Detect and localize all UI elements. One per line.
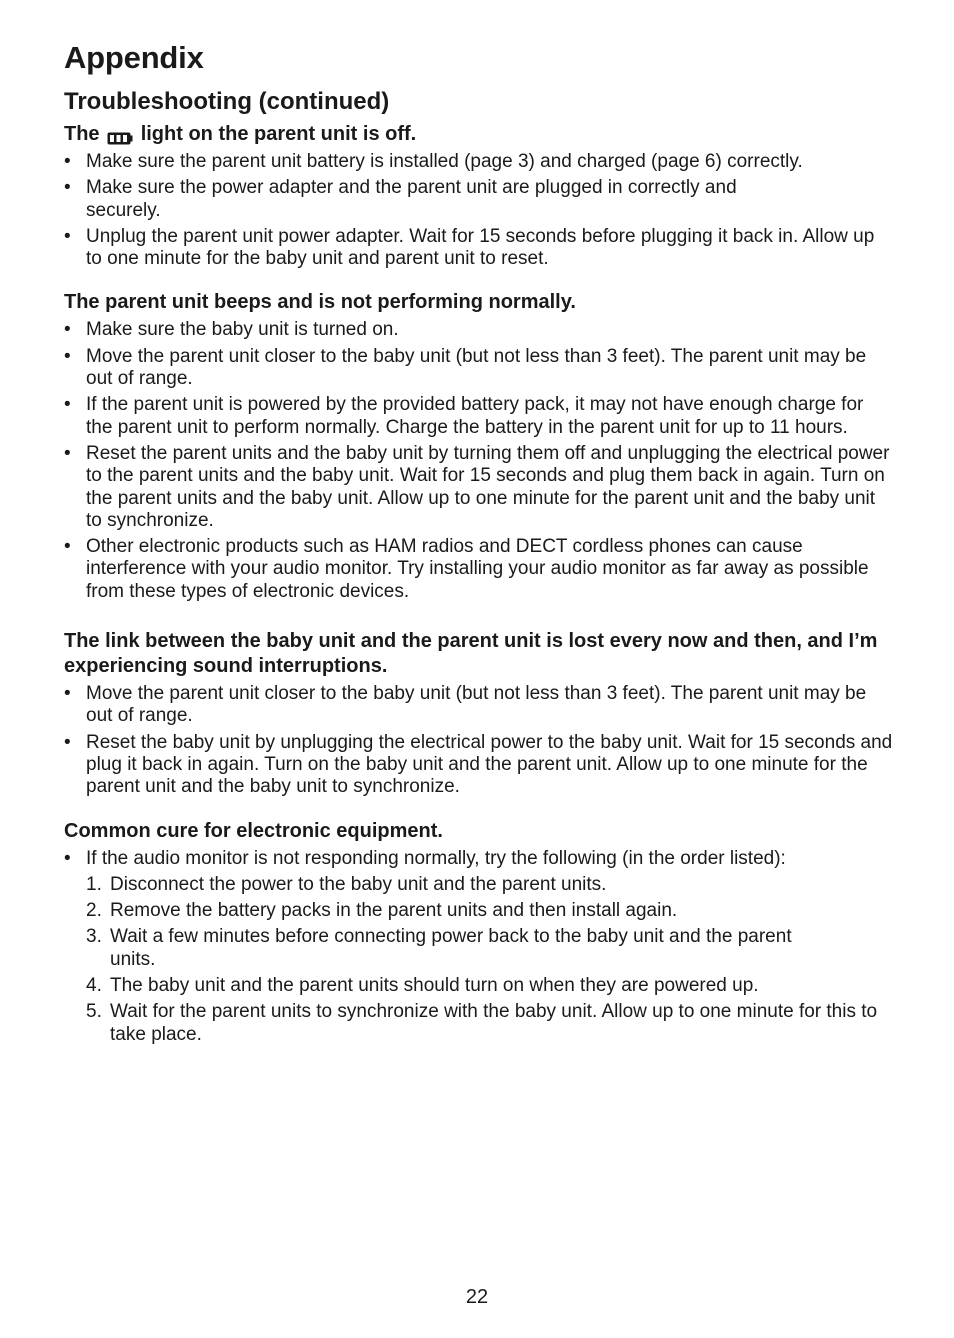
step-text: Wait for the parent units to synchronize with the baby unit. Allow up to one minute for this to take place. xyxy=(110,1001,878,1045)
list-item-text: If the parent unit is powered by the provided battery pack, it may not have enough charge for the parent unit to perform normally. Charge the battery in the parent unit for up to 11 hours. xyxy=(86,394,864,438)
page-content xyxy=(64,122,894,1066)
step-number: 2. xyxy=(86,900,102,922)
step-item xyxy=(86,900,894,922)
issue-battery-light xyxy=(64,122,894,270)
bullet-icon: • xyxy=(64,442,71,464)
list-item xyxy=(64,443,894,532)
step-item xyxy=(86,975,894,997)
bullet-icon: • xyxy=(64,683,71,705)
list-item xyxy=(64,732,894,799)
list-item xyxy=(64,848,894,1046)
list-item xyxy=(64,394,894,439)
step-item xyxy=(86,926,894,971)
issue-parent-beeps xyxy=(64,290,894,603)
step-text: Wait a few minutes before connecting power back to the baby unit and the parent units. xyxy=(110,926,792,970)
step-text: Remove the battery packs in the parent units and then install again. xyxy=(110,900,678,922)
list-item-text: Move the parent unit closer to the baby unit (but not less than 3 feet). The parent unit may be out of range. xyxy=(86,683,867,727)
numbered-steps xyxy=(64,874,894,1046)
battery-icon xyxy=(107,127,133,140)
step-item xyxy=(86,874,894,896)
step-text: The baby unit and the parent units should turn on when they are powered up. xyxy=(110,975,759,997)
list-item-text: Unplug the parent unit power adapter. Wait for 15 seconds before plugging it back in. Allow up to one minute for the baby unit and parent unit to reset. xyxy=(86,225,875,270)
bullet-icon: • xyxy=(64,319,71,341)
list-item-text: Other electronic products such as HAM radios and DECT cordless phones can cause interference with your audio monitor. Try installing your audio monitor as far away as possible from these types of electronic devices. xyxy=(86,536,869,602)
list-item-text: Reset the baby unit by unplugging the electrical power to the baby unit. Wait for 15 seconds and plug it back in again. Turn on the baby unit and the parent unit. Allow up to one minute for the parent unit and the baby unit to synchronize. xyxy=(86,731,893,798)
issue-heading: The link between the baby unit and the parent unit is lost every now and then, and I’m experiencing sound interruptions. xyxy=(64,630,878,678)
list-item-text: If the audio monitor is not responding normally, try the following (in the order listed): xyxy=(86,847,786,869)
step-text: Disconnect the power to the baby unit and the parent units. xyxy=(110,873,607,895)
list-item xyxy=(64,346,894,391)
list-item xyxy=(64,683,894,728)
section-title: Troubleshooting (continued) xyxy=(64,88,390,115)
issue-heading-prefix: The xyxy=(64,123,100,145)
issue-heading: Common cure for electronic equipment. xyxy=(64,819,443,842)
step-number: 4. xyxy=(86,975,102,997)
list-item-text: Reset the parent units and the baby unit by turning them off and unplugging the electrical power to the parent units and the baby unit. Wait for 15 seconds and plug them back in again. Turn on the parent units and the baby unit. Allow up to one minute for the parent unit and the baby unit to synchronize. xyxy=(86,442,890,531)
issue-heading: The parent unit beeps and is not performing normally. xyxy=(64,291,576,314)
step-number: 1. xyxy=(86,873,102,895)
bullet-list xyxy=(64,683,894,798)
issue-link-lost xyxy=(64,629,894,798)
list-item xyxy=(64,177,894,222)
bullet-icon: • xyxy=(64,345,71,367)
step-number: 3. xyxy=(86,926,102,948)
bullet-icon: • xyxy=(64,151,71,172)
list-item-text: Make sure the baby unit is turned on. xyxy=(86,319,399,341)
bullet-list xyxy=(64,319,894,603)
bullet-icon: • xyxy=(64,536,71,558)
list-item xyxy=(64,226,894,271)
bullet-icon: • xyxy=(64,177,71,199)
step-item xyxy=(86,1001,894,1046)
bullet-icon: • xyxy=(64,394,71,416)
issue-heading xyxy=(64,122,894,147)
list-item xyxy=(64,536,894,603)
list-item-text: Make sure the parent unit battery is installed (page 3) and charged (page 6) correctly. xyxy=(86,151,803,172)
bullet-icon: • xyxy=(64,731,71,753)
issue-heading-suffix: light on the parent unit is off. xyxy=(140,123,417,145)
step-number: 5. xyxy=(86,1001,102,1023)
list-item xyxy=(64,151,894,173)
list-item xyxy=(64,319,894,341)
bullet-list xyxy=(64,151,894,270)
bullet-list xyxy=(64,848,894,1046)
page-number: 22 xyxy=(465,1286,489,1308)
list-item-text: Move the parent unit closer to the baby unit (but not less than 3 feet). The parent unit may be out of range. xyxy=(86,345,867,390)
list-item-text: Make sure the power adapter and the parent unit are plugged in correctly and securely. xyxy=(86,177,737,221)
bullet-icon: • xyxy=(64,225,71,247)
issue-common-cure xyxy=(64,819,894,1046)
page-title: Appendix xyxy=(64,40,204,75)
bullet-icon: • xyxy=(64,847,71,869)
